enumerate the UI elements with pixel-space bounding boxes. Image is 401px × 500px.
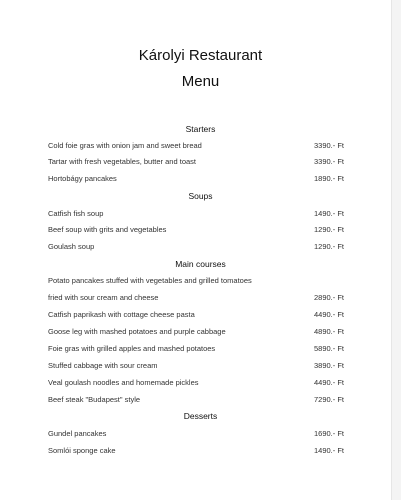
section-title-starters: Starters xyxy=(185,124,216,134)
menu-item-name: Tartar with fresh vegetables, butter and toast xyxy=(48,157,196,166)
menu-item-name: Goose leg with mashed potatoes and purple cabbage xyxy=(48,327,226,336)
menu-item-name: Hortobágy pancakes xyxy=(48,174,117,183)
menu-item-price: 3390.- Ft xyxy=(313,157,344,166)
menu-item-price: 4490.- Ft xyxy=(313,378,344,387)
menu-item-price: 2890.- Ft xyxy=(313,293,344,302)
menu-item-price: 5890.- Ft xyxy=(313,344,344,353)
menu-item xyxy=(48,224,344,236)
menu-title: Menu xyxy=(181,73,220,90)
restaurant-name: Károlyi Restaurant xyxy=(138,47,263,64)
menu-item-name: Somlói sponge cake xyxy=(48,446,116,455)
menu-item-name: Beef steak "Budapest" style xyxy=(48,395,141,404)
menu-item-price: 1290.- Ft xyxy=(313,225,344,234)
page-edge xyxy=(391,0,401,500)
menu-item xyxy=(48,241,344,253)
menu-item-name: Veal goulash noodles and homemade pickles xyxy=(48,378,199,387)
menu-item xyxy=(48,326,344,338)
menu-item xyxy=(48,156,344,168)
section-title-desserts: Desserts xyxy=(183,411,218,421)
menu-item-price: 3390.- Ft xyxy=(313,141,344,150)
menu-item xyxy=(48,292,344,304)
menu-item-name: Catfish paprikash with cottage cheese pasta xyxy=(48,310,195,319)
menu-item xyxy=(48,343,344,355)
section-title-soups: Soups xyxy=(188,191,213,201)
menu-item xyxy=(48,428,344,440)
menu-item xyxy=(48,377,344,389)
menu-item-name: Potato pancakes stuffed with vegetables and grilled tomatoes xyxy=(48,276,252,285)
menu-item-name: Gundel pancakes xyxy=(48,429,107,438)
menu-item xyxy=(48,275,344,287)
menu-item-name: fried with sour cream and cheese xyxy=(48,293,159,302)
menu-item-name: Foie gras with grilled apples and mashed potatoes xyxy=(48,344,216,353)
menu-item xyxy=(48,394,344,406)
menu-item-name: Stuffed cabbage with sour cream xyxy=(48,361,158,370)
menu-item-price: 1690.- Ft xyxy=(313,429,344,438)
menu-item-price: 3890.- Ft xyxy=(313,361,344,370)
menu-item xyxy=(48,208,344,220)
menu-item xyxy=(48,360,344,372)
menu-item-name: Goulash soup xyxy=(48,242,95,251)
menu-item xyxy=(48,140,344,152)
menu-item-price: 1890.- Ft xyxy=(313,174,344,183)
menu-item-name: Cold foie gras with onion jam and sweet bread xyxy=(48,141,202,150)
menu-item-price: 7290.- Ft xyxy=(313,395,344,404)
menu-item-price: 4490.- Ft xyxy=(313,310,344,319)
menu-item-price: 1490.- Ft xyxy=(313,446,344,455)
menu-item xyxy=(48,445,344,457)
menu-item-price: 1290.- Ft xyxy=(313,242,344,251)
menu-item xyxy=(48,309,344,321)
menu-item-price: 1490.- Ft xyxy=(313,209,344,218)
menu-item-name: Catfish fish soup xyxy=(48,209,104,218)
menu-item-price: 4890.- Ft xyxy=(313,327,344,336)
section-title-main-courses: Main courses xyxy=(175,259,226,269)
menu-item-name: Beef soup with grits and vegetables xyxy=(48,225,167,234)
menu-item xyxy=(48,173,344,185)
